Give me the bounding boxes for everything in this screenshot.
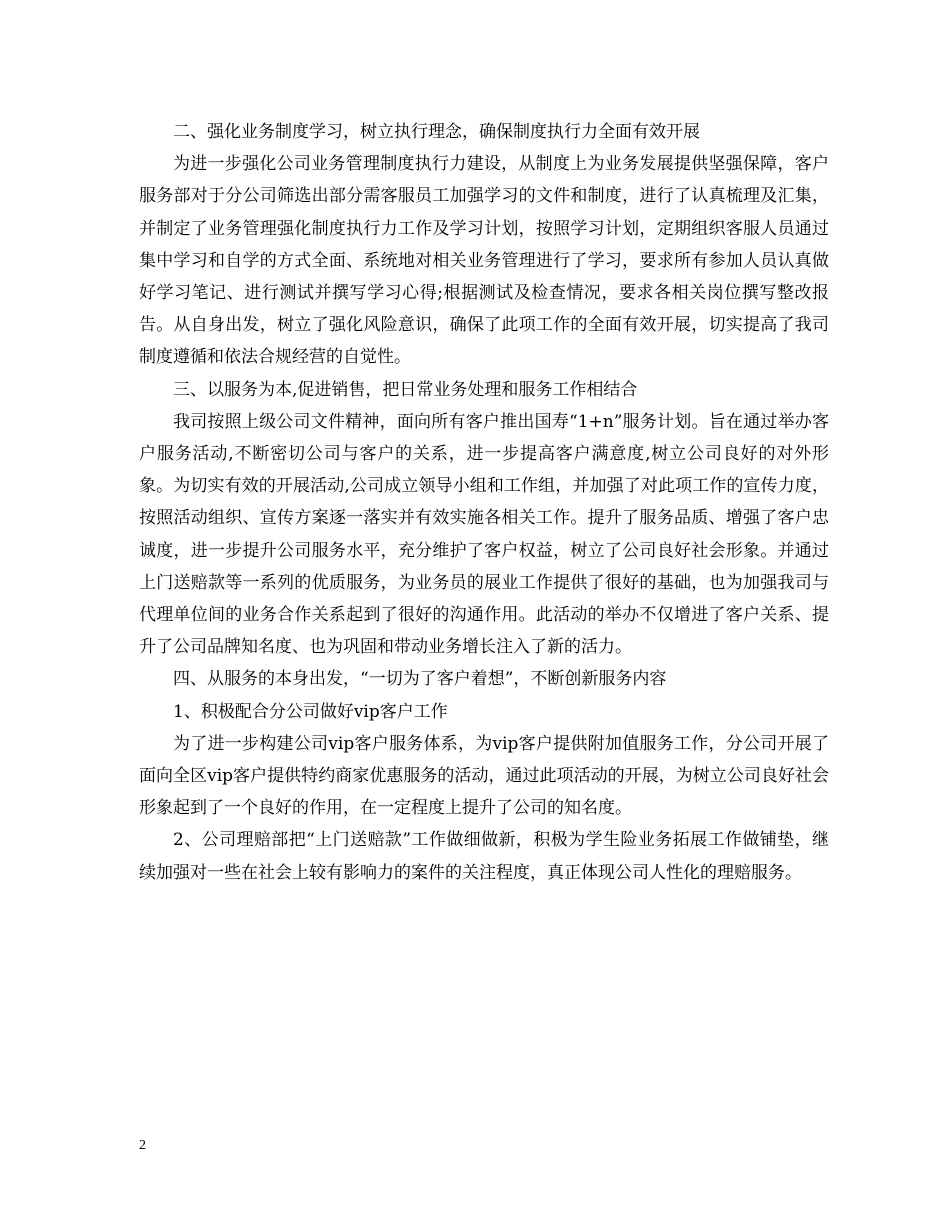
document-body — [139, 116, 829, 889]
section-heading-4: 四、从服务的本身出发，“一切为了客户着想”，不断创新服务内容 — [173, 669, 667, 690]
paragraph-system-study: 为进一步强化公司业务管理制度执行力建设，从制度上为业务发展提供坚强保障，客户服务部对于分公司筛选出部分需客服员工加强学习的文件和制度，进行了认真梳理及汇集，并制定了业务管理强化制度执行力工作及学习计划，按照学习计划，定期组织客服人员通过集中学习和自学的方式全面、系统地对相关业务管理进行了学习，要求所有参加人员认真做好学习笔记、进行测试并撰写学习心得;根据测试及检查情况，要求各相关岗位撰写整改报告。从自身出发，树立了强化风险意识，确保了此项工作的全面有效开展，切实提高了我司制度遵循和依法合规经营的自觉性。 — [139, 154, 829, 368]
paragraph-service-sales: 我司按照上级公司文件精神，面向所有客户推出国寿“1+n”服务计划。旨在通过举办客户服务活动,不断密切公司与客户的关系，进一步提高客户满意度,树立公司良好的对外形象。为切实有效的开展活动,公司成立领导小组和工作组，并加强了对此项工作的宣传力度，按照活动组织、宣传方案逐一落实并有效实施各相关工作。提升了服务品质、增强了客户忠诚度，进一步提升公司服务水平，充分维护了客户权益，树立了公司良好社会形象。并通过上门送赔款等一系列的优质服务，为业务员的展业工作提供了很好的基础，也为加强我司与代理单位间的业务合作关系起到了很好的沟通作用。此活动的举办不仅增进了客户关系、提升了公司品牌知名度、也为巩固和带动业务增长注入了新的活力。 — [139, 411, 829, 658]
section-heading-3: 三、以服务为本,促进销售，把日常业务处理和服务工作相结合 — [173, 379, 638, 400]
subsection-heading-1: 1、积极配合分公司做好vip客户工作 — [173, 701, 448, 722]
paragraph-vip-service: 为了进一步构建公司vip客户服务体系，为vip客户提供附加值服务工作，分公司开展了面向全区vip客户提供特约商家优惠服务的活动，通过此项活动的开展，为树立公司良好社会形象起到了一个良好的作用，在一定程度上提升了公司的知名度。 — [139, 733, 829, 819]
paragraph-claims-service: 2、公司理赔部把“上门送赔款”工作做细做新，积极为学生险业务拓展工作做铺垫，继续加强对一些在社会上较有影响力的案件的关注程度，真正体现公司人性化的理赔服务。 — [139, 830, 829, 883]
section-heading-2: 二、强化业务制度学习，树立执行理念，确保制度执行力全面有效开展 — [173, 122, 700, 142]
page-number: 2 — [139, 1138, 146, 1153]
